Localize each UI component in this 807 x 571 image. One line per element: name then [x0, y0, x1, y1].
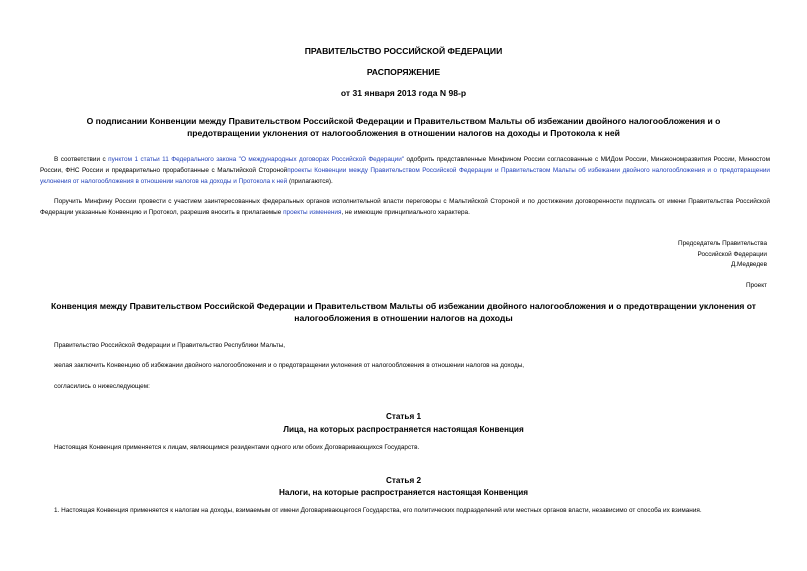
- article-1-text: Настоящая Конвенция применяется к лицам, являющимся резидентами одного или обоих Договаривающихся Государств.: [54, 444, 420, 451]
- paragraph-approval: [40, 154, 770, 187]
- article-2-number: Статья 2: [385, 476, 422, 485]
- signatory-country: Российской Федерации: [697, 250, 767, 258]
- drafts-link[interactable]: проекты Конвенции между Правительством Российской Федерации и Правительством Мальты об избежании двойного налогообложения и о предотвращении уклонения от налогообложения в отношении налогов на доходы и Протокола к ней: [40, 167, 770, 185]
- government-heading: ПРАВИТЕЛЬСТВО РОССИЙСКОЙ ФЕДЕРАЦИИ: [304, 46, 503, 56]
- order-title: О подписании Конвенции между Правительством Российской Федерации и Правительством Мальты об избежании двойного налогообложения и о предотвращении уклонения от налогообложения в отношении налогов на доходы и Протокола к ней: [86, 116, 721, 138]
- paragraph-text: (прилагаются).: [287, 178, 333, 185]
- preamble-line: согласились о нижеследующем:: [54, 383, 150, 390]
- signatory-position: Председатель Правительства: [678, 240, 767, 247]
- project-label: Проект: [745, 282, 767, 289]
- law-reference-link[interactable]: пунктом 1 статьи 11 Федерального закона "О международных договорах Российской Федерации": [108, 156, 405, 163]
- article-1-heading: Лица, на которых распространяется настоящая Конвенция: [283, 425, 524, 434]
- paragraph-text: В соответствии с: [54, 156, 109, 163]
- paragraph-text: Поручить Минфину России провести с участием заинтересованных федеральных органов исполнительной власти переговоры с Мальтийской Стороной и по достижении договоренности подписать от имени Правительства Российской Федерации указанные Конвенцию и Протокол, разрешив вносить в прилагаемые: [40, 198, 770, 216]
- date-number-line: от 31 января 2013 года N 98-р: [340, 88, 467, 98]
- paragraph-text: одобрить представленные Минфином России согласованные с МИДом России, Минэкономразвития России, Минюстом России, ФНС России и предварительно проработанные с Мальтийской Стороной: [40, 156, 771, 174]
- convention-title: Конвенция между Правительством Российской Федерации и Правительством Мальты об избежании двойного налогообложения и о предотвращении уклонения от налогообложения в отношении налогов на доходы: [50, 301, 757, 323]
- preamble-line: желая заключить Конвенцию об избежании двойного налогообложения и о предотвращении уклонения от налогообложения в отношении налогов на доходы,: [54, 362, 525, 369]
- preamble-line: Правительство Российской Федерации и Правительство Республики Мальты,: [54, 342, 286, 349]
- paragraph-instruction: [40, 196, 770, 218]
- paragraph-text: , не имеющие принципиального характера.: [341, 209, 470, 216]
- signature-block: [567, 239, 767, 271]
- drafts-changes-link[interactable]: проекты изменения: [283, 209, 342, 216]
- article-2-heading: Налоги, на которые распространяется настоящая Конвенция: [278, 488, 529, 497]
- signatory-name: Д.Медведев: [730, 261, 767, 268]
- doc-type-heading: РАСПОРЯЖЕНИЕ: [366, 67, 441, 77]
- article-2-text: 1. Настоящая Конвенция применяется к налогам на доходы, взимаемым от имени Договаривающегося Государства, его политических подразделений или местных органов власти, независимо от способа их взимания.: [54, 507, 702, 514]
- article-1-number: Статья 1: [385, 412, 422, 421]
